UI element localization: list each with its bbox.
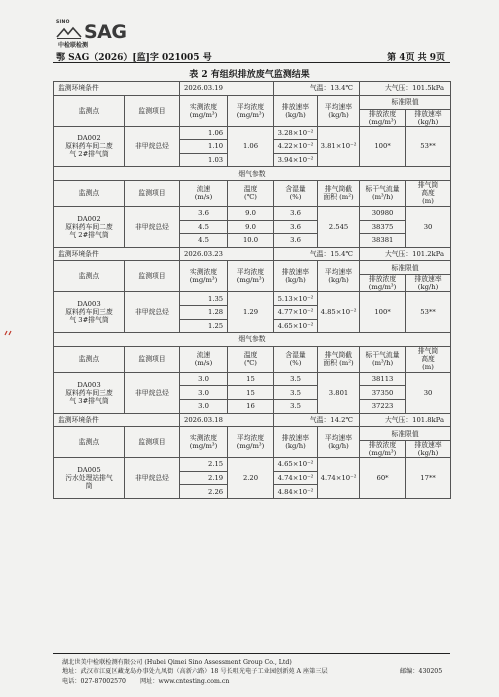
monitor-point <box>54 292 125 333</box>
col-avg-rate-line: 平均速率 <box>324 434 353 443</box>
col-stack-height-line: (m) <box>422 363 434 372</box>
table-row <box>54 458 451 472</box>
flow-speed-value: 3.0 <box>180 399 228 413</box>
col-stack-height-line: 排气筒 <box>417 347 439 356</box>
col-measured-conc-line: 实测浓度 <box>189 102 218 111</box>
measured-conc-value: 1.25 <box>180 319 228 333</box>
col-avg-conc-line: 平均浓度 <box>236 102 265 111</box>
env-condition-label: 监测环境条件 <box>54 82 180 96</box>
col-stack-height <box>406 180 451 206</box>
col-dry-flow <box>360 346 406 372</box>
col-stack-height-line: 高度 <box>421 189 435 198</box>
col-emission-rate <box>274 427 318 458</box>
col-emission-rate-line: (kg/h) <box>285 442 306 451</box>
col-humidity-line: (%) <box>289 359 302 368</box>
col-limit-conc <box>360 275 406 292</box>
col-item: 监测项目 <box>125 346 180 372</box>
col-stack-area <box>318 346 360 372</box>
col-measured-conc <box>180 95 228 126</box>
col-standard-limit: 标准限值 <box>360 427 451 441</box>
dry-flow-value: 37223 <box>360 399 406 413</box>
col-measured-conc-line: (mg/m³) <box>189 110 218 119</box>
monitor-point-line: 气 2#排气筒 <box>69 230 109 239</box>
stack-area-value: 3.801 <box>318 372 360 413</box>
temperature-value: 10.0 <box>228 234 274 248</box>
col-stack-area-line: 排气筒截 <box>324 351 353 360</box>
col-avg-rate <box>318 95 360 126</box>
table-row <box>54 333 451 347</box>
avg-rate-value: 4.74×10⁻² <box>318 458 360 499</box>
measured-conc-value: 2.19 <box>180 471 228 485</box>
flow-speed-value: 4.5 <box>180 234 228 248</box>
col-limit-rate-line: 排放速率 <box>414 441 442 450</box>
humidity-value: 3.5 <box>274 399 318 413</box>
table-row <box>54 167 451 181</box>
env-condition-label: 监测环境条件 <box>54 413 180 427</box>
monitor-item: 非甲烷总烃 <box>125 126 180 167</box>
monitor-point-line: DA002 <box>77 214 101 223</box>
logo-sino-text: SINO <box>56 20 70 25</box>
col-standard-limit: 标准限值 <box>360 95 451 109</box>
col-point: 监测点 <box>54 427 125 458</box>
dry-flow-value: 30980 <box>360 206 406 220</box>
document-number: 鄂 SAG（2026）[监]字 021005 号 <box>56 53 212 63</box>
col-avg-rate-line: 平均速率 <box>324 102 353 111</box>
monitor-point <box>54 126 125 167</box>
emission-rate-value: 4.65×10⁻² <box>274 319 318 333</box>
col-emission-rate-line: 排放速率 <box>281 102 310 111</box>
col-limit-rate-line: 排放速率 <box>414 109 442 118</box>
col-point: 监测点 <box>54 95 125 126</box>
emission-results-table <box>53 81 451 499</box>
col-flow-speed-line: (m/s) <box>194 359 213 368</box>
table-row <box>54 180 451 206</box>
stack-height-value: 30 <box>406 372 451 413</box>
monitor-point-line: 原料药车间二废 <box>65 142 113 151</box>
col-measured-conc-line: (mg/m³) <box>189 442 218 451</box>
header-divider <box>53 62 450 63</box>
col-stack-area-line: 面积 (m²) <box>323 359 354 368</box>
humidity-value: 3.5 <box>274 386 318 400</box>
col-dry-flow-line: 标干气流量 <box>365 185 400 194</box>
table-row <box>54 413 451 427</box>
col-standard-limit: 标准限值 <box>360 261 451 275</box>
col-avg-conc <box>228 95 274 126</box>
col-item: 监测项目 <box>125 95 180 126</box>
air-pressure: 大气压：101.5kPa <box>360 82 451 96</box>
limit-conc-value: 60* <box>360 458 406 499</box>
col-avg-conc-line: 平均浓度 <box>236 434 265 443</box>
dry-flow-value: 38113 <box>360 372 406 386</box>
monitor-point-line: 原料药车间二废 <box>65 222 113 231</box>
footer-divider <box>53 653 450 654</box>
emission-rate-value: 4.74×10⁻² <box>274 471 318 485</box>
col-temperature-line: 温度 <box>243 185 258 194</box>
air-temperature: 气温：14.2℃ <box>274 413 360 427</box>
measured-conc-value: 1.35 <box>180 292 228 306</box>
flow-speed-value: 4.5 <box>180 220 228 234</box>
monitor-point <box>54 372 125 413</box>
avg-conc-value: 2.20 <box>228 458 274 499</box>
monitor-point-line: DA003 <box>77 380 101 389</box>
stack-height-value: 30 <box>406 206 451 247</box>
col-item: 监测项目 <box>125 180 180 206</box>
col-emission-rate-line: (kg/h) <box>285 110 306 119</box>
col-humidity-line: 含湿量 <box>285 351 306 360</box>
side-margin-mark <box>4 329 14 339</box>
col-avg-rate-line: 平均速率 <box>324 268 353 277</box>
measured-conc-value: 1.10 <box>180 140 228 154</box>
col-limit-rate <box>406 441 451 458</box>
dry-flow-value: 38381 <box>360 234 406 248</box>
col-dry-flow-line: (m³/h) <box>371 193 394 202</box>
col-measured-conc-line: (mg/m³) <box>189 276 218 285</box>
col-limit-conc-line: 排放浓度 <box>368 109 397 118</box>
col-humidity-line: (%) <box>289 193 302 202</box>
col-measured-conc-line: 实测浓度 <box>189 434 218 443</box>
monitor-item: 非甲烷总烃 <box>125 292 180 333</box>
monitor-point-line: 污水处理站排气 <box>65 473 113 482</box>
col-temperature <box>228 346 274 372</box>
monitor-point-line: 气 3#排气筒 <box>69 396 109 405</box>
col-stack-height-line: 排气筒 <box>417 181 439 190</box>
col-avg-conc-line: (mg/m³) <box>236 442 265 451</box>
monitor-point <box>54 458 125 499</box>
humidity-value: 3.6 <box>274 206 318 220</box>
table-title: 表 2 有组织排放废气监测结果 <box>189 70 310 80</box>
col-stack-height-line: (m) <box>422 197 434 206</box>
emission-rate-value: 4.65×10⁻² <box>274 458 318 472</box>
temperature-value: 15 <box>228 372 274 386</box>
col-limit-conc <box>360 109 406 126</box>
limit-rate-value: 53** <box>406 126 451 167</box>
flue-params-heading: 烟气参数 <box>54 167 451 181</box>
table-row <box>54 261 451 275</box>
col-limit-conc-line: (mg/m³) <box>368 117 397 126</box>
col-point: 监测点 <box>54 180 125 206</box>
logo-mark-icon <box>56 26 82 40</box>
col-flow-speed-line: (m/s) <box>194 193 213 202</box>
monitor-point-line: DA003 <box>77 300 101 309</box>
emission-rate-value: 4.22×10⁻² <box>274 140 318 154</box>
emission-rate-value: 3.28×10⁻² <box>274 126 318 140</box>
company-logo <box>56 20 126 52</box>
footer-phone: 电话：027-87002570 <box>62 678 126 685</box>
humidity-value: 3.5 <box>274 372 318 386</box>
monitor-point-line: 气 3#排气筒 <box>69 316 109 325</box>
avg-conc-value: 1.06 <box>228 126 274 167</box>
col-avg-rate <box>318 261 360 292</box>
col-limit-conc-line: (mg/m³) <box>368 449 397 458</box>
monitor-point-line: 气 2#排气筒 <box>69 150 109 159</box>
flow-speed-value: 3.0 <box>180 386 228 400</box>
col-flow-speed-line: 流速 <box>196 351 211 360</box>
emission-rate-value: 5.13×10⁻² <box>274 292 318 306</box>
col-emission-rate-line: 排放速率 <box>281 268 310 277</box>
monitor-item: 非甲烷总烃 <box>125 372 180 413</box>
emission-rate-value: 4.84×10⁻² <box>274 485 318 499</box>
col-temperature-line: (℃) <box>244 359 257 368</box>
monitor-date: 2026.03.19 <box>180 82 274 96</box>
col-avg-conc <box>228 427 274 458</box>
col-limit-rate <box>406 109 451 126</box>
col-point: 监测点 <box>54 346 125 372</box>
col-stack-area-line: 排气筒截 <box>324 185 353 194</box>
col-limit-conc-line: (mg/m³) <box>368 283 397 292</box>
monitor-point <box>54 206 125 247</box>
table-row <box>54 82 451 96</box>
monitor-date: 2026.03.23 <box>180 247 274 261</box>
table-row <box>54 372 451 386</box>
air-temperature: 气温：15.4℃ <box>274 247 360 261</box>
col-dry-flow <box>360 180 406 206</box>
col-humidity <box>274 180 318 206</box>
table-row <box>54 346 451 372</box>
col-avg-conc-line: (mg/m³) <box>236 110 265 119</box>
col-humidity <box>274 346 318 372</box>
col-avg-rate-line: (kg/h) <box>328 110 349 119</box>
col-limit-rate-line: (kg/h) <box>417 117 439 126</box>
col-item: 监测项目 <box>125 261 180 292</box>
flue-params-heading: 烟气参数 <box>54 333 451 347</box>
col-point: 监测点 <box>54 261 125 292</box>
temperature-value: 15 <box>228 386 274 400</box>
col-avg-rate-line: (kg/h) <box>328 442 349 451</box>
col-stack-area-line: 面积 (m²) <box>323 193 354 202</box>
table-row <box>54 95 451 109</box>
table-row <box>54 427 451 441</box>
flow-speed-value: 3.0 <box>180 372 228 386</box>
measured-conc-value: 2.15 <box>180 458 228 472</box>
table-row <box>54 247 451 261</box>
col-measured-conc <box>180 261 228 292</box>
footer-website: 网址：www.cntesting.com.cn <box>140 678 230 685</box>
flow-speed-value: 3.6 <box>180 206 228 220</box>
air-pressure: 大气压：101.8kPa <box>360 413 451 427</box>
table-row <box>54 206 451 220</box>
measured-conc-value: 2.26 <box>180 485 228 499</box>
measured-conc-value: 1.28 <box>180 305 228 319</box>
col-limit-rate-line: 排放速率 <box>414 275 442 284</box>
table-row <box>54 292 451 306</box>
stack-area-value: 2.545 <box>318 206 360 247</box>
col-avg-rate <box>318 427 360 458</box>
col-stack-height-line: 高度 <box>421 355 435 364</box>
col-flow-speed-line: 流速 <box>196 185 211 194</box>
monitor-point-line: 筒 <box>85 481 93 490</box>
env-condition-label: 监测环境条件 <box>54 247 180 261</box>
temperature-value: 9.0 <box>228 206 274 220</box>
col-limit-rate-line: (kg/h) <box>417 449 439 458</box>
col-dry-flow-line: 标干气流量 <box>365 351 400 360</box>
limit-conc-value: 100* <box>360 292 406 333</box>
air-temperature: 气温：13.4℃ <box>274 82 360 96</box>
col-stack-height <box>406 346 451 372</box>
limit-rate-value: 53** <box>406 292 451 333</box>
footer-zip: 邮编：430205 <box>400 668 443 675</box>
col-temperature-line: 温度 <box>243 351 258 360</box>
col-limit-conc-line: 排放浓度 <box>368 441 397 450</box>
col-stack-area <box>318 180 360 206</box>
avg-rate-value: 3.81×10⁻² <box>318 126 360 167</box>
col-emission-rate <box>274 261 318 292</box>
col-dry-flow-line: (m³/h) <box>371 359 394 368</box>
col-limit-rate-line: (kg/h) <box>417 283 439 292</box>
col-limit-conc <box>360 441 406 458</box>
col-item: 监测项目 <box>125 427 180 458</box>
monitor-item: 非甲烷总烃 <box>125 206 180 247</box>
table-row <box>54 126 451 140</box>
col-avg-conc <box>228 261 274 292</box>
humidity-value: 3.6 <box>274 220 318 234</box>
col-measured-conc-line: 实测浓度 <box>189 268 218 277</box>
measured-conc-value: 1.06 <box>180 126 228 140</box>
monitor-point-line: 原料药车间三废 <box>65 308 113 317</box>
col-avg-conc-line: (mg/m³) <box>236 276 265 285</box>
col-emission-rate-line: (kg/h) <box>285 276 306 285</box>
dry-flow-value: 38375 <box>360 220 406 234</box>
limit-conc-value: 100* <box>360 126 406 167</box>
footer-company: 湖北世美中检联检测有限公司 (Hubei Qimei Sino Assessment Group Co., Ltd) <box>62 659 292 666</box>
dry-flow-value: 37350 <box>360 386 406 400</box>
monitor-point-line: DA002 <box>77 134 101 143</box>
air-pressure: 大气压：101.2kPa <box>360 247 451 261</box>
col-avg-rate-line: (kg/h) <box>328 276 349 285</box>
temperature-value: 9.0 <box>228 220 274 234</box>
monitor-point-line: 原料药车间三废 <box>65 388 113 397</box>
col-flow-speed <box>180 180 228 206</box>
monitor-date: 2026.03.18 <box>180 413 274 427</box>
humidity-value: 3.6 <box>274 234 318 248</box>
col-avg-conc-line: 平均浓度 <box>236 268 265 277</box>
col-limit-conc-line: 排放浓度 <box>368 275 397 284</box>
monitor-point-line: DA005 <box>77 465 101 474</box>
col-temperature-line: (℃) <box>244 193 257 202</box>
limit-rate-value: 17** <box>406 458 451 499</box>
col-emission-rate <box>274 95 318 126</box>
measured-conc-value: 1.03 <box>180 153 228 167</box>
col-limit-rate <box>406 275 451 292</box>
emission-rate-value: 4.77×10⁻² <box>274 305 318 319</box>
temperature-value: 16 <box>228 399 274 413</box>
avg-conc-value: 1.29 <box>228 292 274 333</box>
col-temperature <box>228 180 274 206</box>
avg-rate-value: 4.85×10⁻² <box>318 292 360 333</box>
monitor-item: 非甲烷总烃 <box>125 458 180 499</box>
logo-sag-text: SAG <box>84 21 127 43</box>
emission-rate-value: 3.94×10⁻² <box>274 153 318 167</box>
col-measured-conc <box>180 427 228 458</box>
col-humidity-line: 含湿量 <box>285 185 306 194</box>
col-flow-speed <box>180 346 228 372</box>
logo-cn-text: 中检联检测 <box>58 42 89 49</box>
footer-address: 地址：武汉市江夏区藏龙岛办事处九凤街（高新六路）18 号长咀光电子工业园创新苑 A 座第三层 <box>62 668 328 675</box>
page-indicator: 第 4页 共 9页 <box>387 53 445 63</box>
col-emission-rate-line: 排放速率 <box>281 434 310 443</box>
